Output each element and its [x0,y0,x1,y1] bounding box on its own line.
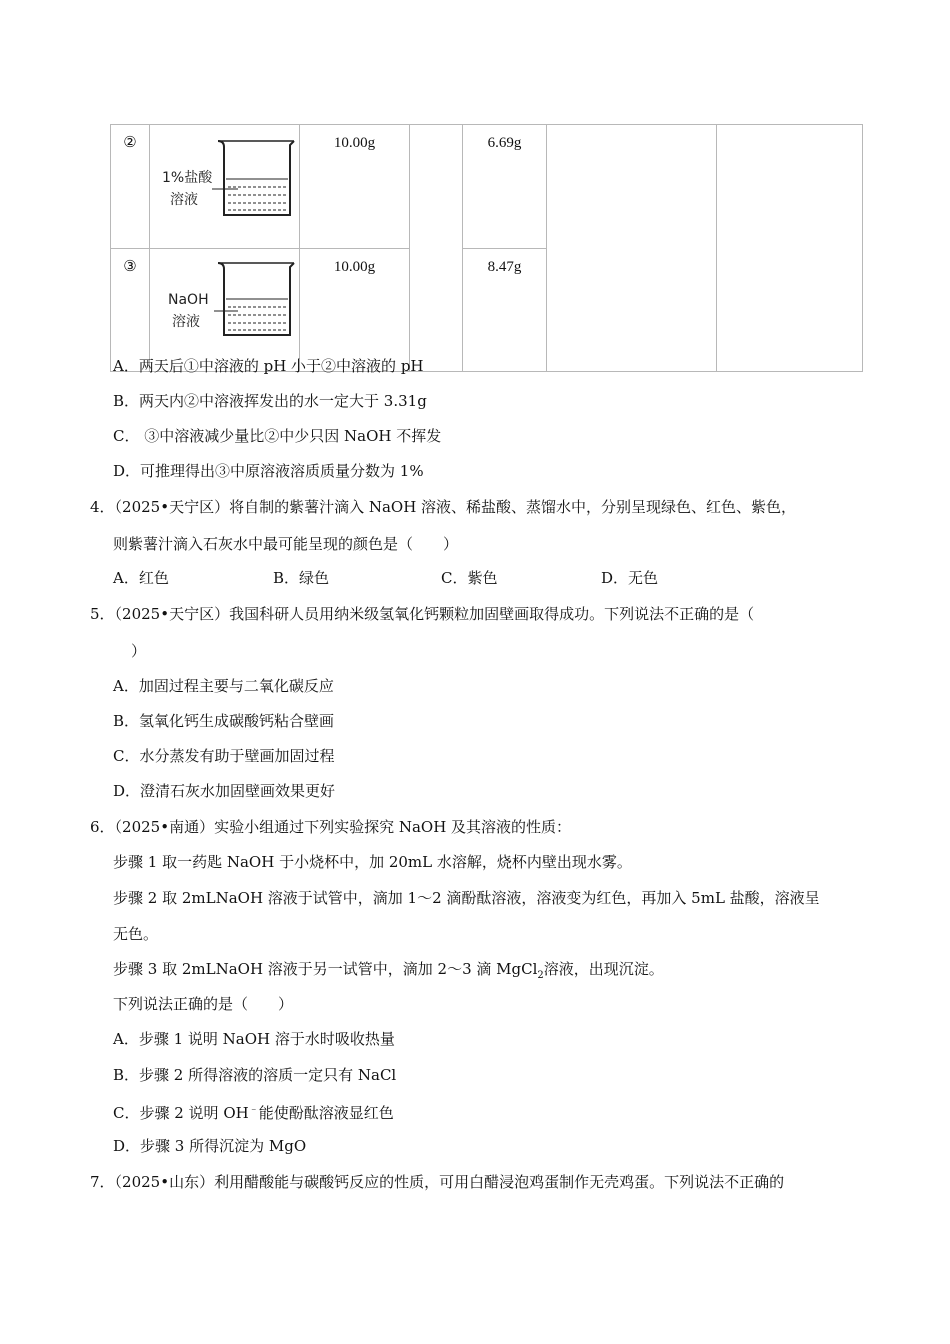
beaker-label-line2: 溶液 [170,192,198,208]
final-mass: 8.47g [463,249,547,372]
q6-option-c-text: C．步骤 2 说明 OH [113,1104,249,1122]
q6-option-a: A．步骤 1 说明 NaOH 溶于水时吸收热量 [113,1030,395,1048]
empty-cell [410,125,463,372]
q6-step3-subscript: 2 [537,970,544,981]
q4-option-b: B．绿色 [273,569,330,587]
q5-option-b: B．氢氧化钙生成碳酸钙粘合壁画 [113,712,335,730]
q6-stem: 6．（2025•南通）实验小组通过下列实验探究 NaOH 及其溶液的性质： [90,818,572,836]
q6-option-c-superscript: ﹣ [248,1104,259,1115]
beaker-cell [150,249,300,372]
q4-stem-line1: 4．（2025•天宁区）将自制的紫薯汁滴入 NaOH 溶液、稀盐酸、蒸馏水中，分别呈现绿色、红色、紫色， [90,498,797,516]
experiment-table [110,124,863,372]
q3-option-b: B．两天内②中溶液挥发出的水一定大于 3.31g [113,392,427,410]
q6-question: 下列说法正确的是（ ） [113,995,294,1013]
hydrochloric-acid-beaker-image [158,135,298,223]
q5-option-d: D．澄清石灰水加固壁画效果更好 [113,782,336,800]
q5-option-a: A．加固过程主要与二氧化碳反应 [113,677,334,695]
q6-option-c [113,1100,394,1123]
beaker-label-line1: NaOH [168,292,209,308]
q3-option-c: C． ③中溶液减少量比②中少只因 NaOH 不挥发 [113,427,442,445]
q6-step1: 步骤 1 取一药匙 NaOH 于小烧杯中，加 20mL 水溶解，烧杯内壁出现水雾。 [113,853,632,871]
beaker-label-line1: 1%盐酸 [162,170,213,186]
q6-step3-text-end: 溶液，出现沉淀。 [543,960,664,978]
q4-option-a: A．红色 [113,569,169,587]
q6-option-b: B．步骤 2 所得溶液的溶质一定只有 NaCl [113,1066,397,1084]
table-row [111,125,863,249]
q4-option-c: C．紫色 [441,569,498,587]
q6-option-d: D．步骤 3 所得沉淀为 MgO [113,1137,307,1155]
q6-step3-text: 步骤 3 取 2mLNaOH 溶液于另一试管中，滴加 2～3 滴 MgCl [113,960,538,978]
q3-option-d: D．可推理得出③中原溶液溶质质量分数为 1% [113,462,424,480]
q6-option-c-text-end: 能使酚酞溶液显红色 [258,1104,394,1122]
q3-option-a: A．两天后①中溶液的 pH 小于②中溶液的 pH [113,357,424,375]
q4-stem-line2: 则紫薯汁滴入石灰水中最可能呈现的颜色是（ ） [113,535,459,553]
initial-mass: 10.00g [300,249,410,372]
q6-step2-line2: 无色。 [113,925,159,943]
row-number: ③ [111,249,150,372]
initial-mass: 10.00g [300,125,410,249]
q5-stem-line2: ） [131,642,147,660]
q5-stem-line1: 5．（2025•天宁区）我国科研人员用纳米级氢氧化钙颗粒加固壁画取得成功。下列说法不正确的是（ [90,605,755,623]
q6-step3 [113,959,664,986]
final-mass: 6.69g [463,125,547,249]
row-number: ② [111,125,150,249]
empty-cell [547,125,717,372]
beaker-label-line2: 溶液 [172,314,200,330]
q7-stem-line1: 7．（2025•山东）利用醋酸能与碳酸钙反应的性质，可用白醋浸泡鸡蛋制作无壳鸡蛋。下列说法不正确的 [90,1173,785,1191]
empty-cell [717,125,863,372]
q5-option-c: C．水分蒸发有助于壁画加固过程 [113,747,335,765]
naoh-beaker-image [158,259,298,347]
q4-option-d: D．无色 [601,569,659,587]
q6-step2-line1: 步骤 2 取 2mLNaOH 溶液于试管中，滴加 1～2 滴酚酞溶液，溶液变为红色，再加入 5mL 盐酸，溶液呈 [113,889,820,907]
beaker-cell [150,125,300,249]
